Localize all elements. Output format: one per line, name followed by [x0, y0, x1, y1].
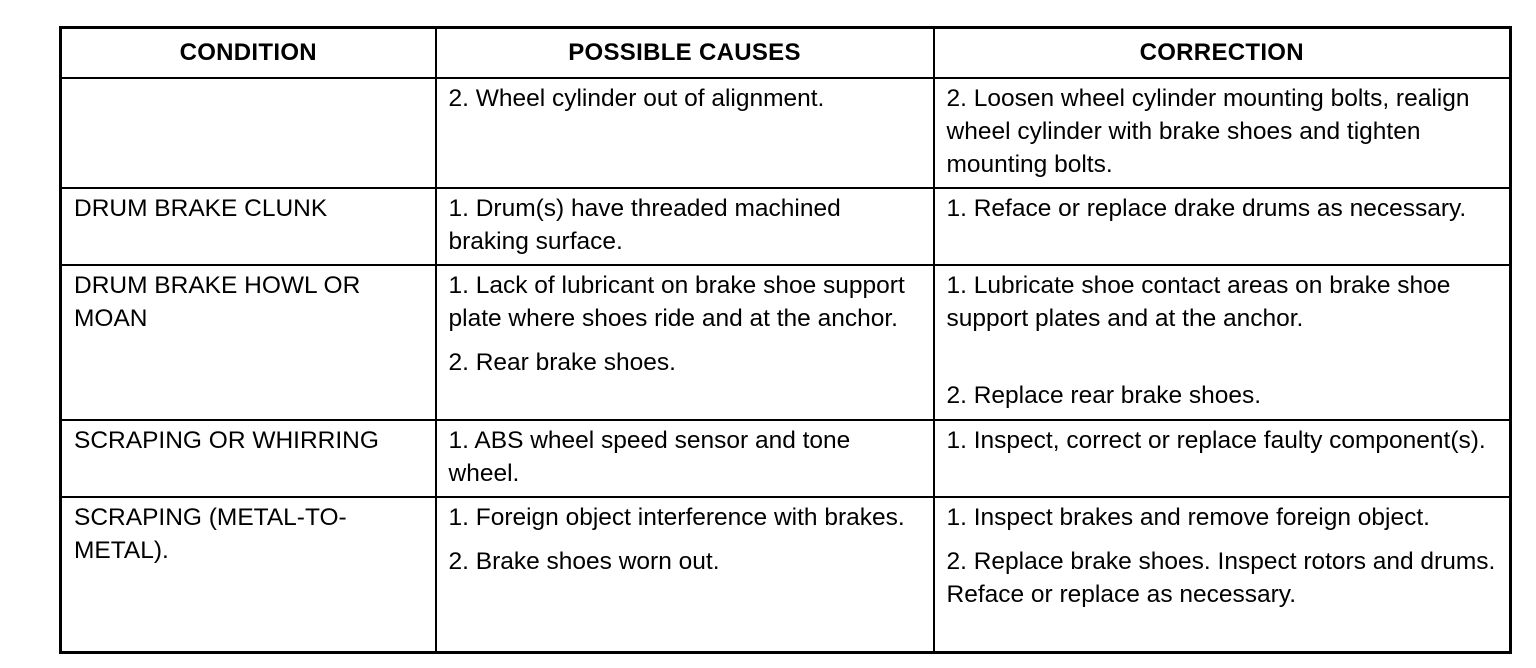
cause-item: 1. Drum(s) have threaded machined braking surface.: [448, 195, 841, 255]
correction-item: 1. Reface or replace drake drums as necessary.: [946, 195, 1467, 222]
causes-cell: [436, 265, 934, 420]
table-row: [61, 420, 1511, 497]
causes-cell: [436, 420, 934, 497]
header-correction: CORRECTION: [934, 28, 1511, 79]
correction-item: 1. Inspect, correct or replace faulty component(s).: [946, 427, 1486, 454]
causes-cell: [436, 78, 934, 188]
condition-cell: DRUM BRAKE HOWL OR MOAN: [61, 265, 436, 420]
correction-item: 2. Loosen wheel cylinder mounting bolts, realign wheel cylinder with brake shoes and tighten mounting bolts.: [946, 85, 1470, 178]
header-condition: CONDITION: [61, 28, 436, 79]
table-row: [61, 265, 1511, 420]
cause-item: 2. Wheel cylinder out of alignment.: [448, 85, 825, 112]
header-possible-causes: POSSIBLE CAUSES: [436, 28, 934, 79]
correction-cell: [934, 265, 1511, 420]
causes-cell: [436, 497, 934, 652]
correction-item: 2. Replace rear brake shoes.: [946, 382, 1262, 409]
correction-cell: [934, 497, 1511, 652]
correction-item: 2. Replace brake shoes. Inspect rotors and drums. Reface or replace as necessary.: [946, 548, 1496, 608]
cause-item: 1. Foreign object interference with brakes.: [448, 504, 905, 531]
cause-item: 1. ABS wheel speed sensor and tone wheel.: [448, 427, 851, 487]
correction-cell: [934, 188, 1511, 265]
correction-cell: [934, 420, 1511, 497]
correction-item: 1. Lubricate shoe contact areas on brake shoe support plates and at the anchor.: [946, 272, 1451, 332]
condition-cell: [61, 78, 436, 188]
table-header-row: [61, 28, 1511, 79]
causes-cell: [436, 188, 934, 265]
table-row: [61, 188, 1511, 265]
table-row: [61, 78, 1511, 188]
correction-item: 1. Inspect brakes and remove foreign object.: [946, 504, 1430, 531]
cause-item: 2. Rear brake shoes.: [448, 349, 676, 376]
cause-item: 2. Brake shoes worn out.: [448, 548, 720, 575]
condition-cell: SCRAPING (METAL-TO-METAL).: [61, 497, 436, 652]
cause-item: 1. Lack of lubricant on brake shoe support plate where shoes ride and at the anchor.: [448, 272, 905, 332]
brake-diagnosis-table: [59, 26, 1512, 654]
condition-cell: DRUM BRAKE CLUNK: [61, 188, 436, 265]
table-row: [61, 497, 1511, 652]
correction-cell: [934, 78, 1511, 188]
condition-cell: SCRAPING OR WHIRRING: [61, 420, 436, 497]
